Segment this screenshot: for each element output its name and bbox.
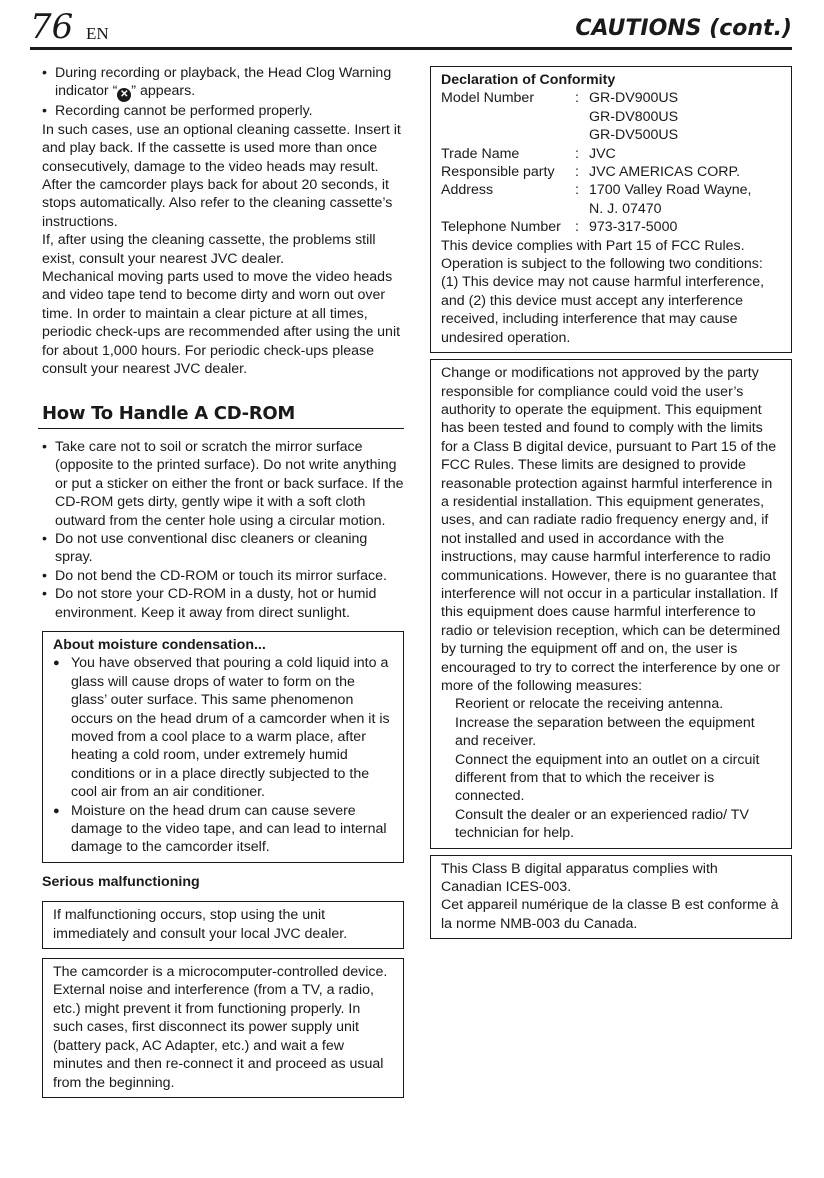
cdrom-item: • Do not store your CD-ROM in a dusty, hot or humid environment. Keep it away from direct sunlight. xyxy=(42,586,377,621)
maintenance-paragraph: Mechanical moving parts used to move the video heads and video tape tend to become dirty and worn out over time. In order to maintain a clear picture at all times, periodic check-ups are recommended after using the unit for about 1,000 hours. For periodic check-ups please consult your nearest JVC dealer. xyxy=(42,269,401,378)
responsible-row: Responsible party : JVC AMERICAS CORP. xyxy=(441,164,741,181)
bullet-icon: • xyxy=(42,567,47,584)
dot-bullet-icon: ● xyxy=(53,657,60,670)
serious-malfunction-box xyxy=(42,901,404,949)
recording-bullet: • Recording cannot be performed properly. xyxy=(42,103,313,120)
cdrom-heading-rule xyxy=(38,428,404,429)
model-value: GR-DV800US xyxy=(589,108,679,125)
header-rule xyxy=(30,47,792,50)
bullet-icon: • xyxy=(42,438,47,455)
moisture-title: About moisture condensation... xyxy=(53,636,266,653)
page-header xyxy=(30,7,792,47)
telephone-row: Telephone Number : 973-317-5000 xyxy=(441,219,678,236)
moisture-box xyxy=(42,631,404,863)
cdrom-item: • Do not bend the CD-ROM or touch its mirror surface. xyxy=(42,567,387,584)
left-column xyxy=(42,64,404,1098)
right-column xyxy=(430,66,792,939)
bullet-icon: • xyxy=(42,586,47,603)
canada-french: Cet appareil numérique de la classe B est conforme à la norme NMB-003 du Canada. xyxy=(441,897,779,932)
model-row: Model Number : GR-DV900US GR-DV800US GR-DV500US xyxy=(441,89,781,144)
bullet-icon: • xyxy=(42,103,47,120)
page-number: 76 xyxy=(30,7,74,47)
head-clog-bullet: • During recording or playback, the Head Clog Warning indicator “ ✕ ” appears. xyxy=(42,65,392,101)
section-title: CAUTIONS (cont.) xyxy=(575,16,792,41)
trade-row: Trade Name : JVC xyxy=(441,145,616,162)
serious-malfunction-title: Serious malfunctioning xyxy=(42,873,200,890)
fcc-change-text: Change or modifications not approved by the party responsible for compliance could void the user’s authority to operate the equipment. This equipment has been tested and found to comply with the limits for a Class B digital device, pursuant to Part 15 of the FCC Rules. These limits are designed to provide reasonable protection against harmful interference in a residential installation. This equipment generates, uses, and can radiate radio frequency energy and, if not installed and used in accordance with the instructions, may cause harmful interference to radio communications. However, there is no guarantee that interference will not occur in a particular installation. If this equipment does cause harmful interference to radio or television reception, which can be determined by turning the equipment off and on, the user is encouraged to try to correct the interference by one or more of the following measures: xyxy=(441,365,781,694)
address-row: Address : 1700 Valley Road Wayne, N. J. 07470 xyxy=(441,182,752,217)
model-value: GR-DV900US xyxy=(589,90,679,107)
measure-item: Increase the separation between the equipment and receiver. xyxy=(455,714,755,750)
measure-item: Reorient or relocate the receiving antenna. xyxy=(455,696,724,713)
model-value: GR-DV500US xyxy=(589,127,679,144)
cleaning-paragraph: In such cases, use an optional cleaning cassette. Insert it and play back. If the cassette is used more than once consecutively, damage to the video heads may result. After the camcorder plays back for about 20 seconds, it stops automatically. Also refer to the cleaning cassette’s instructions. xyxy=(42,121,401,230)
serious-malfunction-text: If malfunctioning occurs, stop using the unit immediately and consult your local JVC dealer. xyxy=(53,907,348,942)
declaration-box xyxy=(430,66,792,353)
cdrom-item: • Take care not to soil or scratch the mirror surface (opposite to the printed surface). Do not write anything or put a sticker on either the front or back surface. If the CD-ROM gets dirty, gently wipe it with a soft cloth outward from the center hole using a circular motion. xyxy=(42,438,404,529)
fcc-change-box xyxy=(430,359,792,849)
measure-item: Connect the equipment into an outlet on a circuit different from that to which the receiver is connected. xyxy=(455,751,760,805)
head-clog-warning-icon: ✕ xyxy=(117,88,131,102)
consult-paragraph: If, after using the cleaning cassette, the problems still exist, consult your nearest JVC dealer. xyxy=(42,232,376,267)
microcomputer-text: The camcorder is a microcomputer-controlled device. External noise and interference (from a TV, a radio, etc.) might prevent it from functioning properly. In such cases, first disconnect its power supply unit (battery pack, AC Adapter, etc.) and wait a few minutes and then re-connect it and proceed as usual from the beginning. xyxy=(53,964,388,1091)
cdrom-item: • Do not use conventional disc cleaners or cleaning spray. xyxy=(42,530,368,566)
canada-english: This Class B digital apparatus complies with Canadian ICES-003. xyxy=(441,860,718,896)
microcomputer-box xyxy=(42,958,404,1098)
cdrom-heading: How To Handle A CD-ROM xyxy=(42,402,296,424)
language-code: EN xyxy=(86,24,109,43)
moisture-item: ● Moisture on the head drum can cause severe damage to the video tape, and can lead to internal damage to the camcorder itself. xyxy=(53,802,387,856)
canada-box xyxy=(430,855,792,940)
bullet-icon: • xyxy=(42,65,47,81)
declaration-title: Declaration of Conformity xyxy=(441,72,616,88)
fcc-text: This device complies with Part 15 of FCC Rules. Operation is subject to the following two conditions: (1) This device may not cause harmful interference, and (2) this device must accept any interference received, including interference that may cause undesired operation. xyxy=(441,237,765,346)
dot-bullet-icon: ● xyxy=(53,804,60,817)
moisture-item: ● You have observed that pouring a cold liquid into a glass will cause drops of water to form on the glass’ outer surface. This same phenomenon occurs on the head drum of a camcorder when it is moved from a cool place to a warm place, after heating a cold room, under extremely humid conditions or in a place directly subjected to the cool air from an air conditioner. xyxy=(53,655,390,801)
measure-item: Consult the dealer or an experienced radio/ TV technician for help. xyxy=(455,806,749,842)
bullet-icon: • xyxy=(42,530,47,547)
